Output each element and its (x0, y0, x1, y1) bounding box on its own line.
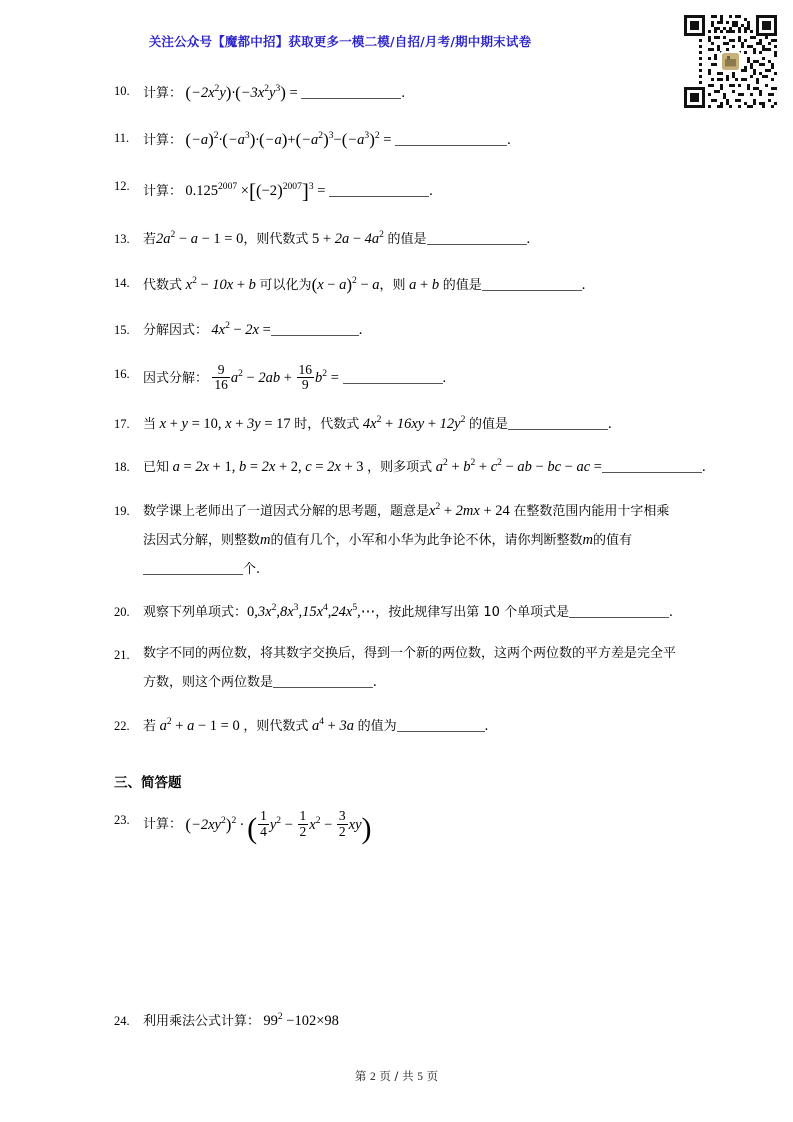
question-16 (114, 363, 746, 392)
question-number: 22. (114, 718, 130, 733)
question-12 (114, 175, 746, 208)
answer-blank[interactable] (602, 459, 702, 474)
question-14 (114, 272, 746, 298)
answer-blank[interactable] (482, 276, 582, 291)
question-label: 计算： (143, 133, 183, 149)
work-space-area (114, 860, 746, 1010)
question-23 (114, 808, 746, 845)
line2-text-c: 的值有 (593, 533, 633, 549)
question-label: 利用乘法公式计算： (143, 1013, 261, 1029)
question-text-b: ，按此规律写出第 10 个单项式是 (375, 604, 570, 620)
question-expression: $4x^2 - 2x$ = (211, 320, 271, 339)
answer-blank[interactable] (329, 182, 429, 197)
question-body: 分解因式： $4x^2 - 2x$ = . (143, 320, 363, 339)
question-number: 13. (114, 232, 130, 247)
answer-blank[interactable] (301, 85, 401, 100)
question-text-c: 的值是 (468, 416, 508, 432)
question-24 (114, 1010, 746, 1032)
footer-suffix: 页 (426, 1069, 439, 1083)
question-number: 14. (114, 275, 130, 290)
answer-blank[interactable] (427, 231, 527, 246)
page-footer (0, 1068, 793, 1084)
question-text-a: 若 (143, 718, 157, 734)
question-line-1: 数字不同的两位数，将其数字交换后，得到一个新的两位数，这两个两位数的平方差是完全平 (143, 646, 677, 662)
question-text-c: 的值为 (357, 718, 397, 734)
question-11 (114, 127, 746, 153)
question-body (143, 808, 746, 845)
answer-blank[interactable] (569, 603, 669, 618)
line1-text-a: 数学课上老师出了一道因式分解的思考题，题意是 (143, 503, 430, 519)
answer-blank[interactable] (508, 415, 608, 430)
question-expression: $\frac{9}{16}$ $a^2 - 2ab$ + $\frac{16}{9}$ $b^2$ = (214, 361, 339, 392)
fraction-1-2: $\frac{1}{2}$ (299, 808, 307, 839)
question-number: 21. (114, 648, 130, 663)
fraction-9-16: $\frac{9}{16}$ (214, 361, 228, 392)
question-label: 分解因式： (143, 323, 209, 339)
question-expression-b: $(x - a)^2 - a$ (311, 274, 380, 294)
question-number: 17. (114, 416, 130, 431)
answer-blank[interactable] (143, 560, 243, 575)
question-expression-b: $a^2 + b^2 + c^2$ − ab − bc − ac = (435, 457, 602, 476)
question-text-c: ，则 (379, 277, 406, 293)
fraction-3-2: $\frac{3}{2}$ (338, 808, 346, 839)
question-text-b: 时，代数式 (294, 416, 360, 432)
question-body: 计算： $(-2x^2y)\cdot(-3x^2y^3)$ = . (143, 83, 405, 102)
question-body (143, 500, 746, 580)
question-expression-a: $x^2 - 10x + b$ (185, 274, 256, 293)
question-text-b: ，则代数式 (243, 718, 309, 734)
question-expression: $99^2 -102\times 98$ (263, 1010, 339, 1029)
question-body: 若$2a^2 - a - 1 = 0$，则代数式 $5 + 2a - 4a^2$ 的值是 . (143, 229, 531, 248)
question-label: 计算： (143, 86, 183, 101)
question-line-2: 方数，则这个两位数是 . (143, 674, 377, 691)
fraction-16-9: $\frac{16}{9}$ (298, 361, 313, 392)
answer-blank[interactable] (395, 132, 507, 147)
question-body (143, 644, 746, 694)
question-number: 10. (114, 84, 130, 98)
footer-prefix: 第 (354, 1069, 367, 1083)
question-expression-a: $a^2 + a - 1 = 0$ (159, 716, 240, 734)
question-number: 12. (114, 178, 130, 193)
current-page-number: 2 (370, 1071, 376, 1083)
question-number: 24. (114, 1013, 130, 1028)
line2-var-m2: m (582, 532, 593, 549)
answer-blank[interactable] (397, 717, 485, 732)
question-line-1 (143, 500, 746, 522)
footer-middle: 页 / 共 (379, 1069, 414, 1083)
answer-blank[interactable] (271, 322, 359, 337)
question-text-a: 已知 (143, 460, 170, 476)
question-expression: $(-2xy^2)^2$ · ( $\frac{1}{4}$ $y^2$ − $\frac{1}{2}$ $x^2$ − $\frac{3}{2}$ xy) (185, 808, 372, 845)
question-label: 计算： (143, 183, 183, 199)
line2-text: 方数，则这个两位数是 (143, 675, 274, 691)
answer-blank[interactable] (273, 674, 373, 689)
question-20 (114, 601, 746, 623)
section-heading: 三、简答题 (114, 775, 182, 792)
question-19 (114, 500, 746, 580)
promo-banner-text: 关注公众号【魔都中招】获取更多一模二模/自招/月考/期中期末试卷 (148, 34, 532, 49)
question-expression-b: $5 + 2a - 4a^2$ (312, 229, 384, 248)
question-number: 23. (114, 813, 130, 828)
question-expression-b: $a^4 + 3a$ (312, 716, 354, 734)
line2-var-m: m (260, 532, 271, 549)
question-text-d: 的值是 (442, 277, 482, 293)
questions-container (114, 80, 746, 1053)
question-number: 16. (114, 366, 130, 381)
question-21 (114, 644, 746, 694)
question-18 (114, 456, 746, 478)
line3-suffix: 个. (243, 561, 261, 577)
question-expression-a: a = 2x + 1, b = 2x + 2, c = 2x + 3 (172, 459, 364, 476)
line1-expression: $x^2 + 2mx + 24$ (429, 500, 510, 519)
question-15 (114, 319, 746, 341)
question-line-2 (143, 529, 746, 551)
question-body: 因式分解： $\frac{9}{16}$ $a^2 - 2ab$ + $\frac{16}{9}$ $b^2$ = . (143, 361, 447, 392)
question-label: 因式分解： (143, 370, 209, 386)
question-number: 11. (114, 131, 130, 146)
question-body: 当 x + y = 10, x + 3y = 17 时，代数式 $4x^2 + 16xy + 12y^2$ 的值是 . (143, 414, 612, 432)
question-body: 代数式 $x^2 - 10x + b$ 可以化为$(x - a)^2 - a$，则 a + b 的值是 . (143, 274, 586, 294)
question-number: 20. (114, 604, 130, 619)
question-expression: $(-a)^2\cdot(-a^3)\cdot(-a)+(-a^2)^3-(-a^3)^2$ = (185, 130, 392, 150)
question-text-b: ，则代数式 (243, 232, 309, 248)
question-body: 已知 a = 2x + 1, b = 2x + 2, c = 2x + 3 ，则多项式 $a^2 + b^2 + c^2$ − ab − bc − ac = . (143, 457, 706, 476)
question-expression: $0.125^{2007} \times[(-2)^{2007}]^3$ = (185, 178, 326, 203)
question-22 (114, 715, 746, 737)
line1-text-b: 在整数范围内能用十字相乘 (513, 503, 670, 519)
question-number: 19. (114, 503, 130, 518)
question-expression-b: $4x^2 + 16xy + 12y^2$ (359, 414, 466, 432)
monomial-sequence: $0,3x^2,8x^3,15x^4,24x^5,\cdots$ (247, 602, 376, 620)
question-text-a: 代数式 (143, 277, 183, 293)
question-text-a: 若 (143, 232, 157, 248)
question-text-a: 当 (143, 416, 157, 432)
question-body: 若 $a^2 + a - 1 = 0$ ，则代数式 $a^4 + 3a$ 的值为 . (143, 716, 489, 734)
question-text-c: 的值是 (387, 232, 427, 248)
question-label: 计算： (143, 817, 183, 833)
line2-text-b: 的值有几个，小军和小华为此争论不休，请你判断整数 (270, 533, 583, 549)
question-body: 观察下列单项式：$0,3x^2,8x^3,15x^4,24x^5,\cdots$，按此规律写出第 10 个单项式是 . (143, 602, 673, 620)
question-number: 15. (114, 323, 130, 338)
question-10 (114, 80, 746, 106)
question-expression-a: x + y = 10, x + 3y = 17 (159, 415, 291, 432)
answer-blank[interactable] (343, 369, 443, 384)
question-17 (114, 413, 746, 435)
fraction-1-4: $\frac{1}{4}$ (260, 808, 267, 839)
question-expression: $(-2x^2y)\cdot(-3x^2y^3)$ = (185, 83, 298, 102)
question-body (143, 1010, 746, 1032)
question-13 (114, 228, 746, 250)
question-text-a: 观察下列单项式： (143, 604, 248, 620)
question-expression-a: $2a^2 - a - 1 = 0$ (156, 229, 244, 248)
question-number: 18. (114, 460, 130, 475)
question-body: 计算： $0.125^{2007} \times[(-2)^{2007}]^3$ = . (143, 178, 433, 203)
question-line-3 (143, 559, 746, 580)
line2-text-a: 法因式分解，则整数 (143, 533, 261, 549)
question-text-b: ，则多项式 (367, 460, 433, 476)
total-page-number: 5 (417, 1071, 423, 1083)
question-text-b: 可以化为 (259, 277, 312, 293)
question-expression-c: a + b (409, 276, 440, 293)
question-body: 计算： $(-a)^2\cdot(-a^3)\cdot(-a)+(-a^2)^3-(-a^3)^2$ = . (143, 130, 511, 150)
